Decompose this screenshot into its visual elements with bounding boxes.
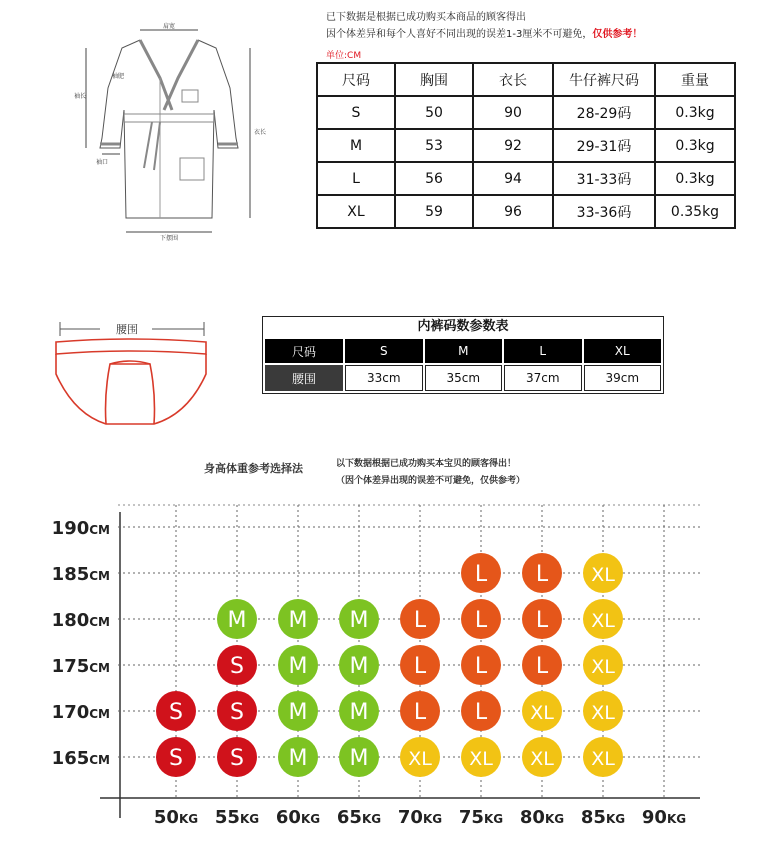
robe-label-sleeve: 袖长: [74, 93, 87, 100]
briefs-waist-row: [265, 365, 661, 391]
size-marker-label: L: [474, 608, 488, 633]
size-marker-label: L: [413, 700, 427, 725]
size-marker-label: L: [474, 654, 488, 679]
size-marker-label: M: [288, 700, 308, 725]
size-marker-label: M: [349, 608, 369, 633]
header-jeans-size: 牛仔裤尺码: [553, 63, 655, 96]
briefs-size-l: L: [504, 339, 582, 363]
x-tick-label: 55KG: [214, 807, 260, 828]
header-chest: 胸围: [395, 63, 473, 96]
cell-length: 90: [473, 96, 553, 129]
size-marker-label: M: [227, 608, 247, 633]
chart-note-line2: （因个体差异出现的误差不可避免，仅供参考）: [336, 476, 526, 486]
briefs-waist-xl: 39cm: [584, 365, 662, 391]
briefs-size-table: [262, 316, 664, 394]
cell-jeans: 33-36码: [553, 195, 655, 228]
size-marker-label: S: [169, 700, 183, 725]
cell-size: L: [317, 162, 395, 195]
size-marker-label: XL: [591, 610, 615, 632]
size-marker-label: L: [474, 562, 488, 587]
cell-weight: 0.3kg: [655, 162, 735, 195]
size-marker-label: M: [349, 654, 369, 679]
size-marker-label: XL: [591, 564, 615, 586]
table-row: [317, 129, 735, 162]
header-length: 衣长: [473, 63, 553, 96]
cell-length: 94: [473, 162, 553, 195]
size-marker-label: L: [474, 700, 488, 725]
unit-label: 单位:CM: [326, 51, 362, 61]
robe-label-cuff: 袖口: [96, 159, 109, 166]
y-tick-label: 180CM: [51, 610, 110, 631]
briefs-table-title: 内裤码数参数表: [417, 319, 509, 334]
briefs-waist-m: 35cm: [425, 365, 503, 391]
briefs-size-row: [265, 339, 661, 363]
height-weight-chart: [0, 500, 784, 851]
cell-weight: 0.35kg: [655, 195, 735, 228]
briefs-size-m: M: [425, 339, 503, 363]
size-marker-label: L: [535, 608, 549, 633]
x-tick-label: 65KG: [336, 807, 382, 828]
size-marker-label: XL: [591, 656, 615, 678]
y-tick-label: 165CM: [51, 748, 110, 769]
size-marker-label: M: [288, 654, 308, 679]
cell-jeans: 31-33码: [553, 162, 655, 195]
table-row: [317, 195, 735, 228]
x-tick-label: 85KG: [580, 807, 626, 828]
cell-jeans: 29-31码: [553, 129, 655, 162]
briefs-waist-l: 37cm: [504, 365, 582, 391]
size-marker-label: S: [230, 746, 244, 771]
briefs-size-label: 尺码: [265, 339, 343, 363]
cell-weight: 0.3kg: [655, 129, 735, 162]
robe-size-table: [316, 62, 736, 229]
y-tick-label: 190CM: [51, 518, 110, 539]
robe-label-length: 衣长: [254, 129, 267, 136]
cell-chest: 50: [395, 96, 473, 129]
cell-chest: 53: [395, 129, 473, 162]
size-marker-label: L: [535, 654, 549, 679]
table-row: [317, 162, 735, 195]
robe-label-arm: 袖肥: [112, 73, 125, 80]
size-marker-label: M: [349, 746, 369, 771]
briefs-size-s: S: [345, 339, 423, 363]
size-marker-label: S: [230, 700, 244, 725]
robe-note-warning: 仅供参考！: [592, 29, 643, 40]
robe-table-header: [317, 63, 735, 96]
cell-chest: 56: [395, 162, 473, 195]
size-marker-label: M: [349, 700, 369, 725]
size-marker-label: S: [230, 654, 244, 679]
cell-jeans: 28-29码: [553, 96, 655, 129]
x-tick-label: 90KG: [641, 807, 687, 828]
size-marker-label: L: [413, 654, 427, 679]
size-marker-label: S: [169, 746, 183, 771]
robe-note-text: 因个体差异和每个人喜好不同出现的误差1-3厘米不可避免，: [326, 29, 593, 40]
header-weight: 重量: [655, 63, 735, 96]
robe-diagram: [60, 18, 275, 243]
x-tick-label: 70KG: [397, 807, 443, 828]
size-marker-label: M: [288, 746, 308, 771]
briefs-waist-s: 33cm: [345, 365, 423, 391]
robe-label-shoulder: 肩宽: [163, 23, 176, 30]
header-size: 尺码: [317, 63, 395, 96]
cell-length: 96: [473, 195, 553, 228]
x-tick-label: 80KG: [519, 807, 565, 828]
size-marker-label: L: [413, 608, 427, 633]
size-marker-label: XL: [469, 748, 493, 770]
cell-size: M: [317, 129, 395, 162]
table-row: [317, 96, 735, 129]
briefs-waist-label: 腰围: [116, 323, 138, 336]
y-tick-label: 170CM: [51, 702, 110, 723]
cell-length: 92: [473, 129, 553, 162]
size-marker-label: M: [288, 608, 308, 633]
briefs-diagram: [44, 318, 214, 428]
cell-size: XL: [317, 195, 395, 228]
robe-note-line2: [326, 27, 642, 42]
chart-note-line1: 以下数据根据已成功购买本宝贝的顾客得出！: [336, 459, 517, 469]
x-tick-label: 50KG: [153, 807, 199, 828]
cell-size: S: [317, 96, 395, 129]
chart-title: 身高体重参考选择法: [204, 462, 303, 475]
robe-note-line1: 已下数据是根据已成功购买本商品的顾客得出: [326, 12, 526, 23]
robe-label-hem: 下摆围: [160, 235, 179, 242]
size-marker-label: XL: [591, 702, 615, 724]
size-marker-label: XL: [591, 748, 615, 770]
size-marker-label: L: [535, 562, 549, 587]
cell-weight: 0.3kg: [655, 96, 735, 129]
size-marker-label: XL: [408, 748, 432, 770]
x-tick-label: 75KG: [458, 807, 504, 828]
briefs-size-xl: XL: [584, 339, 662, 363]
cell-chest: 59: [395, 195, 473, 228]
size-marker-label: XL: [530, 702, 554, 724]
briefs-waist-row-label: 腰围: [265, 365, 343, 391]
y-tick-label: 175CM: [51, 656, 110, 677]
y-tick-label: 185CM: [51, 564, 110, 585]
x-tick-label: 60KG: [275, 807, 321, 828]
size-marker-label: XL: [530, 748, 554, 770]
